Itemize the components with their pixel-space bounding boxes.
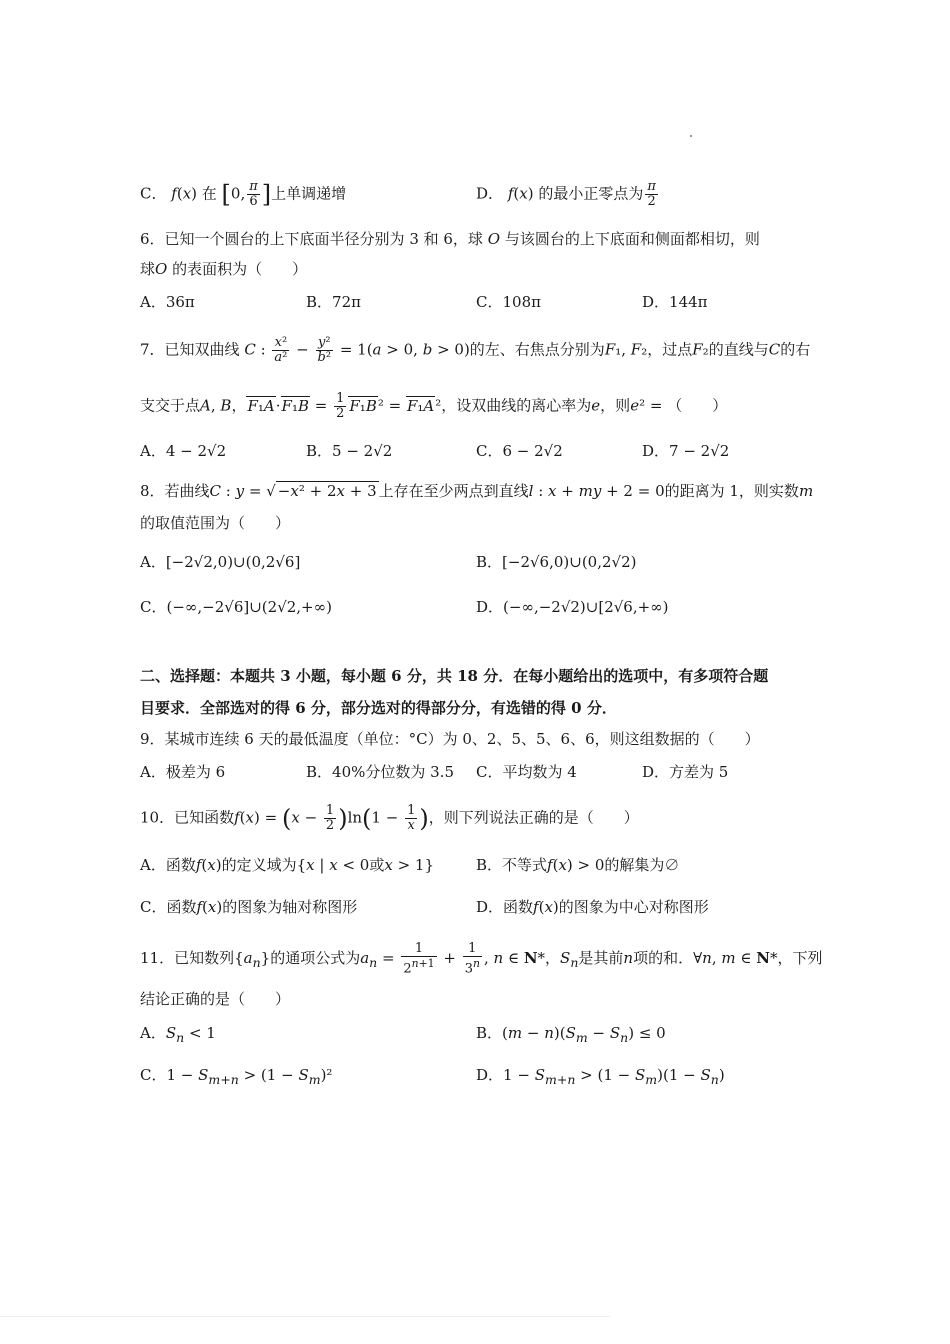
q6-option-a: A．36π	[140, 293, 195, 311]
page-edge-line	[0, 1316, 610, 1317]
q5-option-c: C． f(x) 在 [0, $\frac{\pi}{6}$ ]上单调递增	[140, 179, 347, 209]
q7-option-d: D．7 − 2√2	[642, 442, 730, 460]
q10-option-d: D．函数f(x)的图象为中心对称图形	[476, 898, 709, 916]
q7-option-a: A．4 − 2√2	[140, 442, 227, 460]
section2-instructions-line2: 目要求．全部选对的得 6 分，部分选对的得部分分，有选错的得 0 分．	[140, 699, 617, 717]
q8-option-c: C．(−∞,−2√6]∪(2√2,+∞)	[140, 598, 332, 616]
q10-option-c: C．函数f(x)的图象为轴对称图形	[140, 898, 358, 916]
q7-option-b: B．5 − 2√2	[306, 442, 393, 460]
q5-option-d: D． f(x) 的最小正零点为 $\frac{\pi}{2}$	[476, 179, 656, 209]
section2-instructions-line1: 二、选择题：本题共 3 小题，每小题 6 分，共 18 分．在每小题给出的选项中，有多项符合题	[140, 667, 769, 685]
q8-option-a: A．[−2√2,0)∪(0,2√6]	[140, 553, 301, 571]
q11-option-b: B．$(m - n)(S_m - S_n) \le 0$	[476, 1024, 666, 1045]
q11-option-a: A．$S_n < 1$	[140, 1024, 216, 1045]
q7-stem-line1: 7．已知双曲线 C : $\frac{\text{x²}}{\text{a²}}$ − $\frac{\text{y²}}{\text{b²}}$ = 1(a > 0, b > 0)的左、右焦点分别为F₁, F₂，过点F₂的直线与C的右	[140, 335, 811, 365]
q11-option-c: C．$1 - S_{m+n} > (1 - S_m)^2$	[140, 1066, 333, 1087]
q9-option-b: B．40%分位数为 3.5	[306, 763, 454, 781]
q6-option-b: B．72π	[306, 293, 361, 311]
q10-option-a: A．函数f(x)的定义域为{x | x < 0或x > 1}	[140, 856, 435, 874]
q8-stem-line2: 的取值范围为（ ）	[140, 514, 291, 532]
q9-stem: 9．某城市连续 6 天的最低温度（单位：°C）为 0、2、5、5、6、6，则这组数据的（ ）	[140, 730, 760, 748]
q6-stem-line1: 6．已知一个圆台的上下底面半径分别为 3 和 6，球 O 与该圆台的上下底面和侧面都相切，则	[140, 230, 760, 248]
q9-option-a: A．极差为 6	[140, 763, 226, 781]
speck	[690, 135, 692, 137]
q7-stem-line2: 支交于点A, B，F₁A·F₁B = $\frac{1}{2}$ F₁B² = F₁A²，设双曲线的离心率为e，则e² = （ ）	[140, 391, 728, 421]
q6-option-c: C．108π	[476, 293, 541, 311]
q8-option-b: B．[−2√6,0)∪(0,2√2)	[476, 553, 637, 571]
q11-stem-line1: 11．已知数列$\{a_n\}$的通项公式为$a_n$ = $\frac{1}{2^{n+1}}$ + $\frac{1}{3^n}$ , n ∈ N*，$S_n$是其前n项的和．∀n, m ∈ N*，下列	[140, 941, 823, 977]
q7-option-c: C．6 − 2√2	[476, 442, 563, 460]
q6-stem-line2: 球O 的表面积为（ ）	[140, 260, 308, 278]
q9-option-d: D．方差为 5	[642, 763, 729, 781]
q6-option-d: D．144π	[642, 293, 708, 311]
q8-option-d: D．(−∞,−2√2)∪[2√6,+∞)	[476, 598, 669, 616]
q11-option-d: D．$1 - S_{m+n} > (1 - S_m)(1 - S_n)$	[476, 1066, 725, 1087]
q10-option-b: B．不等式f(x) > 0的解集为∅	[476, 856, 680, 874]
q9-option-c: C．平均数为 4	[476, 763, 577, 781]
q8-stem-line1: 8．若曲线C : y = √ −x² + 2x + 3 上存在至少两点到直线l : x + my + 2 = 0的距离为 1，则实数m	[140, 482, 814, 500]
q11-stem-line2: 结论正确的是（ ）	[140, 990, 291, 1008]
q10-stem: 10．已知函数f(x) = (x − $\frac{1}{2}$ )ln(1 − $\frac{1}{x}$ )，则下列说法正确的是（ ）	[140, 803, 639, 833]
